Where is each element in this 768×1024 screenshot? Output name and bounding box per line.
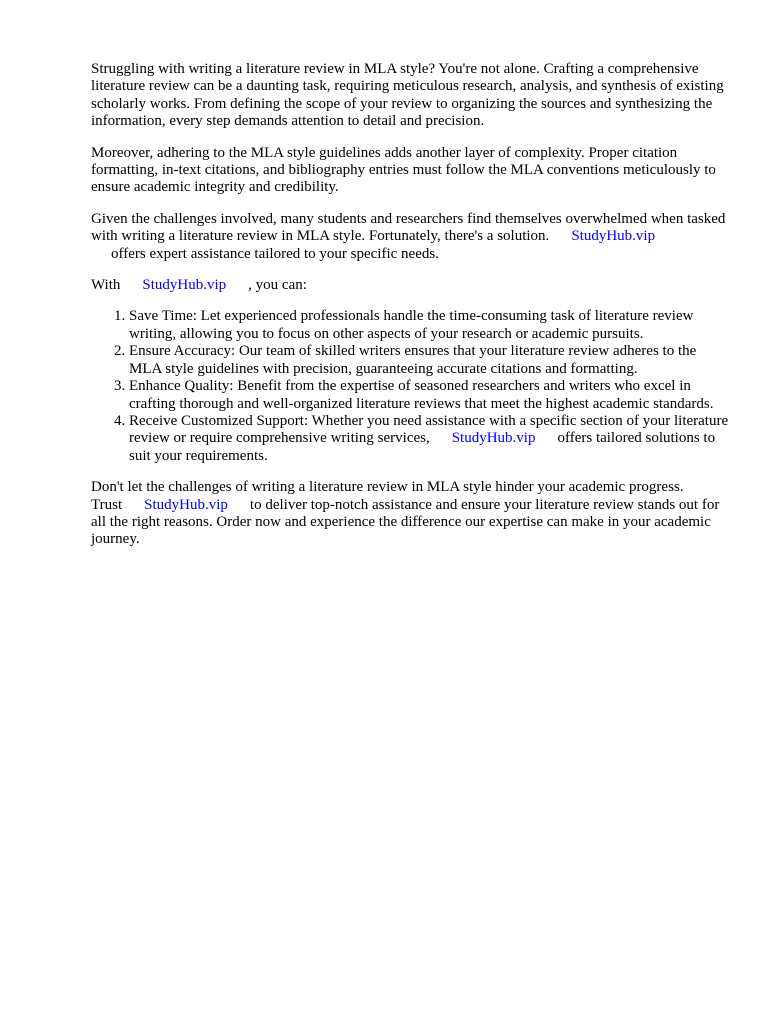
studyhub-link[interactable]: StudyHub.vip: [144, 496, 228, 513]
trust-text: Trust: [91, 496, 123, 513]
document-page: [91, 61, 731, 563]
list-item: 1. Save Time: Let experienced professionals handle the time-consuming task of literature review writing, allowing you to focus on other aspects of your research or academic pursuits.: [129, 308, 731, 343]
list-item: 2. Ensure Accuracy: Our team of skilled writers ensures that your literature review adheres to the MLA style guidelines with precision, guaranteeing accurate citations and formatting.: [129, 343, 731, 378]
with-text-after: , you can:: [248, 277, 307, 294]
closing-paragraph: [91, 479, 731, 549]
closing-text: Don't let the challenges of writing a literature review in MLA style hinder your academic progress.: [91, 479, 684, 496]
studyhub-link[interactable]: StudyHub.vip: [451, 430, 536, 447]
intro-paragraph: Struggling with writing a literature review in MLA style? You're not alone. Crafting a comprehensive literature review can be a daunting task, requiring meticulous research, analysis, and synthesis of existing scholarly works. From defining the scope of your review to organizing the sources and synthesizing the information, every step demands attention to detail and precision.: [91, 61, 724, 130]
closing-text-after: to deliver top-notch assistance and ensure your literature review stands out for all the right reasons. Order now and experience the difference our expertise can make in your academic journey.: [91, 496, 720, 548]
solution-text: Given the challenges involved, many students and researchers find themselves overwhelmed when tasked with writing a literature review in MLA style. Fortunately, there's a solution.: [91, 210, 726, 245]
list-item-text-after: offers tailored solutions to suit your requirements.: [129, 430, 716, 464]
mla-complexity-paragraph: Moreover, adhering to the MLA style guidelines adds another layer of complexity. Proper citation formatting, in-text citations, and bibliography entries must follow the MLA conventions meticulously to ensure academic integrity and credibility.: [91, 144, 716, 196]
studyhub-link[interactable]: StudyHub.vip: [142, 277, 227, 294]
with-text: With: [91, 277, 121, 294]
solution-paragraph: [91, 211, 731, 263]
list-item: 3. Enhance Quality: Benefit from the expertise of seasoned researchers and writers who excel in crafting thorough and well-organized literature reviews that meet the highest academic standards.: [129, 378, 731, 413]
solution-text-continued: offers expert assistance tailored to your specific needs.: [111, 245, 439, 262]
studyhub-link[interactable]: StudyHub.vip: [571, 228, 656, 245]
list-item: [129, 413, 731, 465]
with-paragraph: [91, 277, 731, 294]
benefits-list: [91, 308, 731, 465]
list-item-text: Receive Customized Support: Whether you need assistance with a specific section of your literature review or require comprehensive writing services,: [129, 412, 729, 447]
